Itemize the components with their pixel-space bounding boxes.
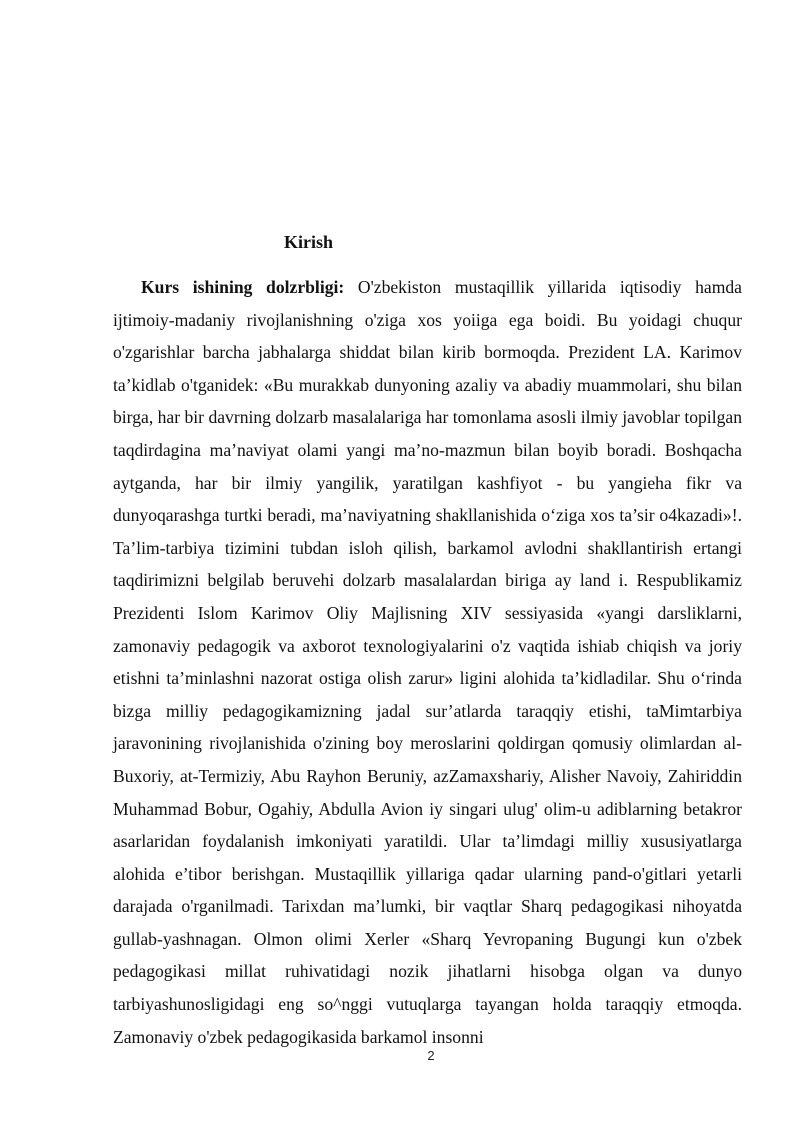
lead-label: Kurs ishining dolzrbligi: xyxy=(141,277,345,297)
body-paragraph xyxy=(113,271,742,1053)
paragraph-text: O'zbekiston mustaqillik yillarida iqtisodiy hamda ijtimoiy-madaniy rivojlanishning o'ziga xos yoiiga ega boidi. Bu yoidagi chuqur o'zgarishlar barcha jabhalarga shiddat bilan kirib bormoqda. Prezident LA. Karimov ta’kidlab o'tganidek: «Bu murakkab dunyoning azaliy va abadiy muammolari, shu bilan birga, har bir davrning dolzarb masalalariga har tomonlama asosli ilmiy javoblar topilgan taqdirdagina ma’naviyat olami yangi ma’no-mazmun bilan boyib boradi. Boshqacha aytganda, har bir ilmiy yangilik, yaratilgan kashfiyot - bu yangieha fikr va dunyoqarashga turtki beradi, ma’naviyatning shakllanishida o‘ziga xos ta’sir o4kazadi»!. Ta’lim-tarbiya tizimini tubdan isloh qilish, barkamol avlodni shakllantirish ertangi taqdirimizni belgilab beruvehi dolzarb masalalardan biriga ay land i. Respublikamiz Prezidenti Islom Karimov Oliy Majlisning XIV sessiyasida «yangi darsliklarni, zamonaviy pedagogik va axborot texnologiyalarini o'z vaqtida ishiab chiqish va joriy etishni ta’minlashni nazorat ostiga olish zarur» ligini alohida ta’kidladilar. Shu o‘rinda bizga milliy pedagogikamizning jadal sur’atlarda taraqqiy etishi, taMimtarbiya jaravonining rivojlanishida o'zining boy meroslarini qoldirgan qomusiy olimlardan al-Buxoriy, at-Termiziy, Abu Rayhon Beruniy, azZamaxshariy, Alisher Navoiy, Zahiriddin Muhammad Bobur, Ogahiy, Abdulla Avion iy singari ulug' olim-u adiblarning betakror asarlaridan foydalanish imkoniyati yaratildi. Ular ta’limdagi milliy xususiyatlarga alohida e’tibor berishgan. Mustaqillik yillariga qadar ularning pand-o'gitlari yetarli darajada o'rganilmadi. Tarixdan ma’lumki, bir vaqtlar Sharq pedagogikasi nihoyatda gullab-yashnagan. Olmon olimi Xerler «Sharq Yevropaning Bugungi kun o'zbek pedagogikasi millat ruhivatidagi nozik jihatlarni hisobga olgan va dunyo tarbiyashunosligidagi eng so^nggi vutuqlarga tayangan holda taraqqiy etmoqda. Zamonaviy o'zbek pedagogikasida barkamol insonni xyxy=(113,277,742,1047)
page-number: 2 xyxy=(427,1048,435,1063)
section-title: Kirish xyxy=(284,232,334,252)
